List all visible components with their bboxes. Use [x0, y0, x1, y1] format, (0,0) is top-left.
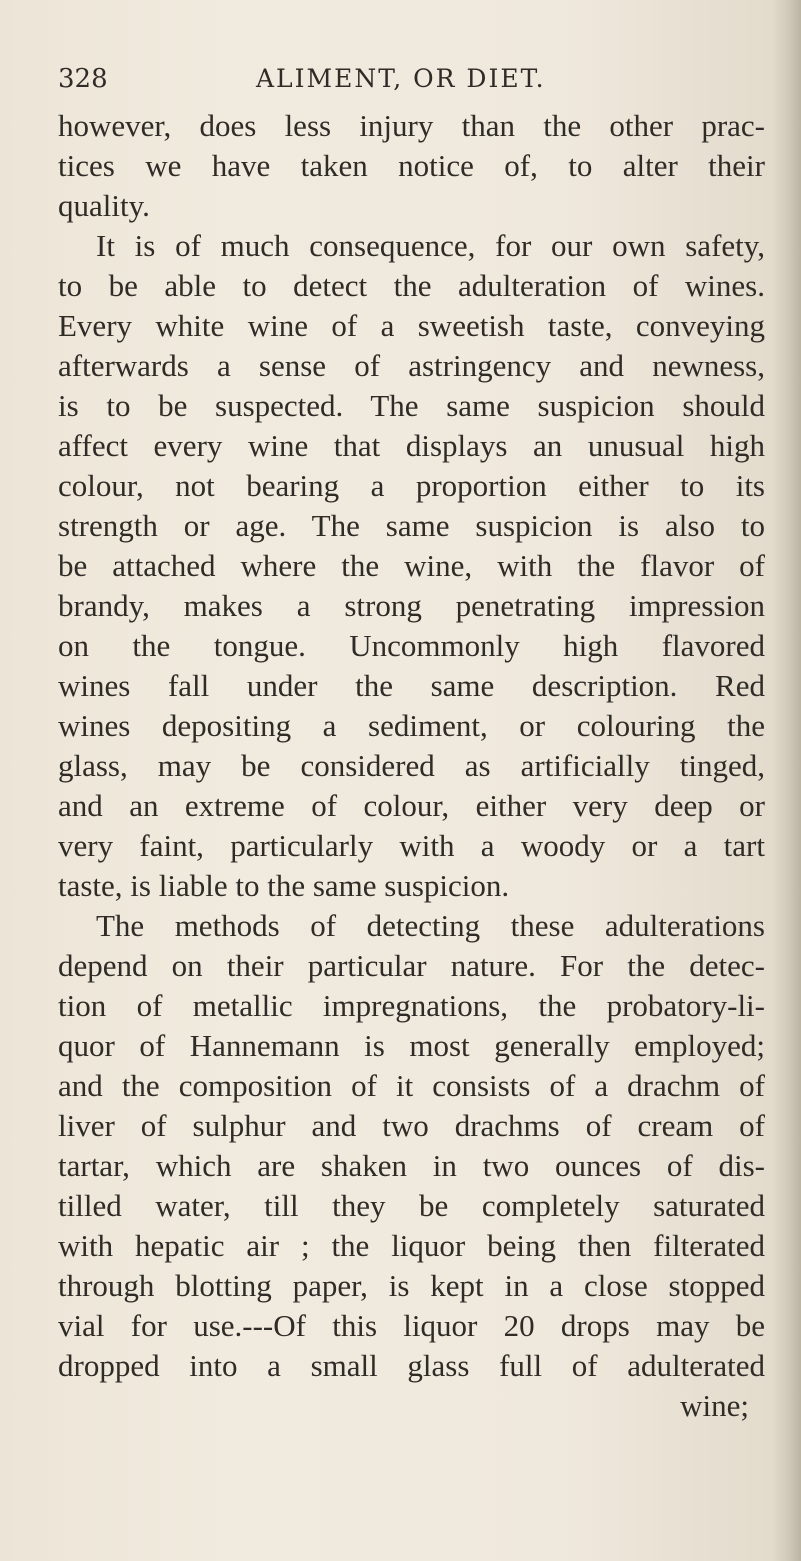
- text-line: quality.: [58, 188, 150, 223]
- text-line: however, does less injury than the other prac-: [58, 108, 765, 143]
- text-line: tices we have taken notice of, to alter their: [58, 148, 765, 183]
- text-line: through blotting paper, is kept in a close stopped: [58, 1268, 765, 1303]
- text-line: with hepatic air ; the liquor being then filterated: [58, 1228, 765, 1263]
- text-line: liver of sulphur and two drachms of cream of: [58, 1108, 765, 1143]
- page-header: [58, 64, 748, 104]
- text-line: on the tongue. Uncommonly high flavored: [58, 628, 765, 663]
- text-line: strength or age. The same suspicion is also to: [58, 508, 765, 543]
- text-line: tilled water, till they be completely saturated: [58, 1188, 765, 1223]
- text-line: very faint, particularly with a woody or a tart: [58, 828, 765, 863]
- text-line: colour, not bearing a proportion either to its: [58, 468, 765, 503]
- text-line: taste, is liable to the same suspicion.: [58, 868, 510, 903]
- running-head: ALIMENT, OR DIET.: [256, 64, 546, 93]
- text-line: tion of metallic impregnations, the probatory-li-: [58, 988, 765, 1023]
- text-line: and the composition of it consists of a drachm of: [58, 1068, 765, 1103]
- body-text: [58, 106, 765, 1426]
- text-line: wines depositing a sediment, or colouring the: [58, 708, 765, 743]
- text-line: glass, may be considered as artificially tinged,: [58, 748, 765, 783]
- text-line: tartar, which are shaken in two ounces of dis-: [58, 1148, 765, 1183]
- text-line: and an extreme of colour, either very deep or: [58, 788, 765, 823]
- text-line: to be able to detect the adulteration of wines.: [58, 268, 765, 303]
- text-line: wines fall under the same description. Red: [58, 668, 765, 703]
- text-line: dropped into a small glass full of adulterated: [58, 1348, 765, 1383]
- text-line: wine;: [680, 1388, 749, 1423]
- text-line: affect every wine that displays an unusual high: [58, 428, 765, 463]
- page-number: 328: [58, 64, 108, 94]
- text-line: It is of much consequence, for our own safety,: [96, 228, 765, 263]
- text-line: is to be suspected. The same suspicion should: [58, 388, 765, 423]
- text-line: vial for use.---Of this liquor 20 drops may be: [58, 1308, 765, 1343]
- text-line: be attached where the wine, with the flavor of: [58, 548, 765, 583]
- page-edge-shadow: [773, 0, 801, 1561]
- text-line: quor of Hannemann is most generally employed;: [58, 1028, 765, 1063]
- text-line: Every white wine of a sweetish taste, conveying: [58, 308, 765, 343]
- text-line: afterwards a sense of astringency and newness,: [58, 348, 765, 383]
- text-line: brandy, makes a strong penetrating impression: [58, 588, 765, 623]
- text-line: depend on their particular nature. For the detec-: [58, 948, 765, 983]
- text-line: The methods of detecting these adulterations: [96, 908, 765, 943]
